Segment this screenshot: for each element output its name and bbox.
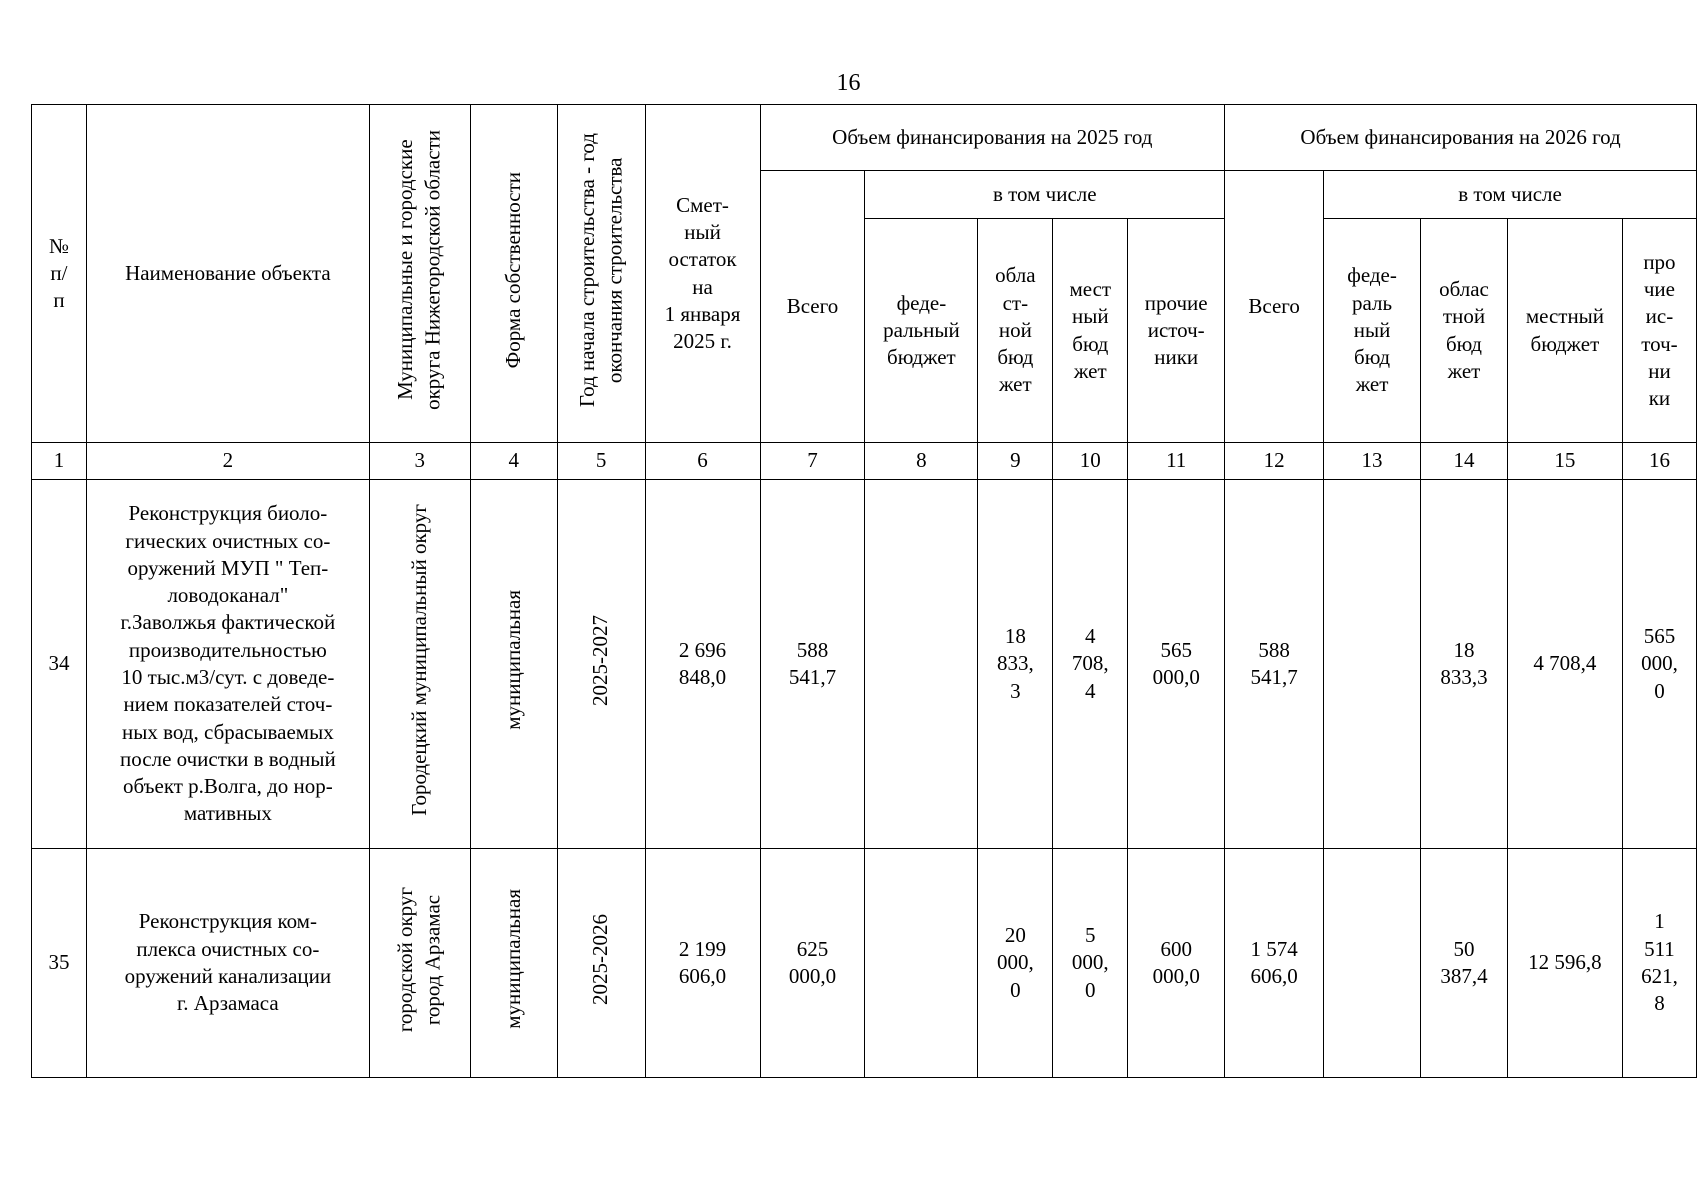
header-name: Наименование объекта <box>86 105 369 443</box>
header-regional-2025: обла ст- ной бюд жет <box>978 219 1053 443</box>
federal-2025 <box>865 849 978 1078</box>
local-2025: 4 708, 4 <box>1053 480 1128 849</box>
header-federal-2025: феде- ральный бюджет <box>865 219 978 443</box>
column-number-row <box>32 443 1697 480</box>
column-number: 4 <box>470 443 557 480</box>
total-2026: 1 574 606,0 <box>1225 849 1324 1078</box>
federal-2026 <box>1324 849 1421 1078</box>
column-number: 6 <box>645 443 760 480</box>
object-name: Реконструкция биоло- гических очистных со- оружений МУП " Теп- ловодоканал" г.Заволжья фактической производительностью 10 тыс.м3/сут. с доведе- нием показателей сточ- ных вод, сбрасываемых после очистки в водный объект р.Волга, до нор- мативных <box>86 480 369 849</box>
local-2025: 5 000, 0 <box>1053 849 1128 1078</box>
column-number: 13 <box>1324 443 1421 480</box>
column-number: 2 <box>86 443 369 480</box>
header-estimate: Смет- ный остаток на 1 января 2025 г. <box>645 105 760 443</box>
regional-2026: 18 833,3 <box>1421 480 1508 849</box>
total-2026: 588 541,7 <box>1225 480 1324 849</box>
column-number: 1 <box>32 443 87 480</box>
other-2026: 565 000, 0 <box>1622 480 1696 849</box>
header-municipality: Муниципальные и городские округа Нижегородской области <box>369 105 470 443</box>
total-2025: 625 000,0 <box>760 849 865 1078</box>
header-financing-2025: Объем финансирования на 2025 год <box>760 105 1225 171</box>
municipality: городской округ город Арзамас <box>369 849 470 1078</box>
column-number: 8 <box>865 443 978 480</box>
header-years: Год начала строительства - год окончания строительства <box>557 105 645 443</box>
column-number: 16 <box>1622 443 1696 480</box>
page-number: 16 <box>836 70 861 96</box>
column-number: 15 <box>1507 443 1622 480</box>
local-2026: 4 708,4 <box>1507 480 1622 849</box>
federal-2025 <box>865 480 978 849</box>
column-number: 7 <box>760 443 865 480</box>
column-number: 12 <box>1225 443 1324 480</box>
header-financing-2026: Объем финансирования на 2026 год <box>1225 105 1697 171</box>
header-regional-2026: облас тной бюд жет <box>1421 219 1508 443</box>
header-local-2026: местный бюджет <box>1507 219 1622 443</box>
estimate: 2 696 848,0 <box>645 480 760 849</box>
row-num: 34 <box>32 480 87 849</box>
regional-2026: 50 387,4 <box>1421 849 1508 1078</box>
other-2025: 565 000,0 <box>1128 480 1225 849</box>
column-number: 3 <box>369 443 470 480</box>
header-local-2025: мест ный бюд жет <box>1053 219 1128 443</box>
other-2025: 600 000,0 <box>1128 849 1225 1078</box>
ownership: муниципальная <box>470 849 557 1078</box>
object-name: Реконструкция ком- плекса очистных со- оружений канализации г. Арзамаса <box>86 849 369 1078</box>
years: 2025-2026 <box>557 849 645 1078</box>
header-num: № п/ п <box>32 105 87 443</box>
header-other-2025: прочие источ- ники <box>1128 219 1225 443</box>
years: 2025-2027 <box>557 480 645 849</box>
header-including-2026: в том числе <box>1324 171 1697 219</box>
column-number: 10 <box>1053 443 1128 480</box>
header-other-2026: про чие ис- точ- ни ки <box>1622 219 1696 443</box>
header-total-2026: Всего <box>1225 171 1324 443</box>
regional-2025: 18 833, 3 <box>978 480 1053 849</box>
total-2025: 588 541,7 <box>760 480 865 849</box>
header-ownership: Форма собственности <box>470 105 557 443</box>
header-including-2025: в том числе <box>865 171 1225 219</box>
column-number: 11 <box>1128 443 1225 480</box>
header-federal-2026: феде- раль ный бюд жет <box>1324 219 1421 443</box>
table-row <box>32 480 1697 849</box>
ownership: муниципальная <box>470 480 557 849</box>
municipality: Городецкий муниципальный округ <box>369 480 470 849</box>
column-number: 5 <box>557 443 645 480</box>
table-row <box>32 849 1697 1078</box>
financing-table <box>31 104 1697 1078</box>
row-num: 35 <box>32 849 87 1078</box>
header-total-2025: Всего <box>760 171 865 443</box>
federal-2026 <box>1324 480 1421 849</box>
column-number: 14 <box>1421 443 1508 480</box>
local-2026: 12 596,8 <box>1507 849 1622 1078</box>
regional-2025: 20 000, 0 <box>978 849 1053 1078</box>
column-number: 9 <box>978 443 1053 480</box>
estimate: 2 199 606,0 <box>645 849 760 1078</box>
other-2026: 1 511 621, 8 <box>1622 849 1696 1078</box>
